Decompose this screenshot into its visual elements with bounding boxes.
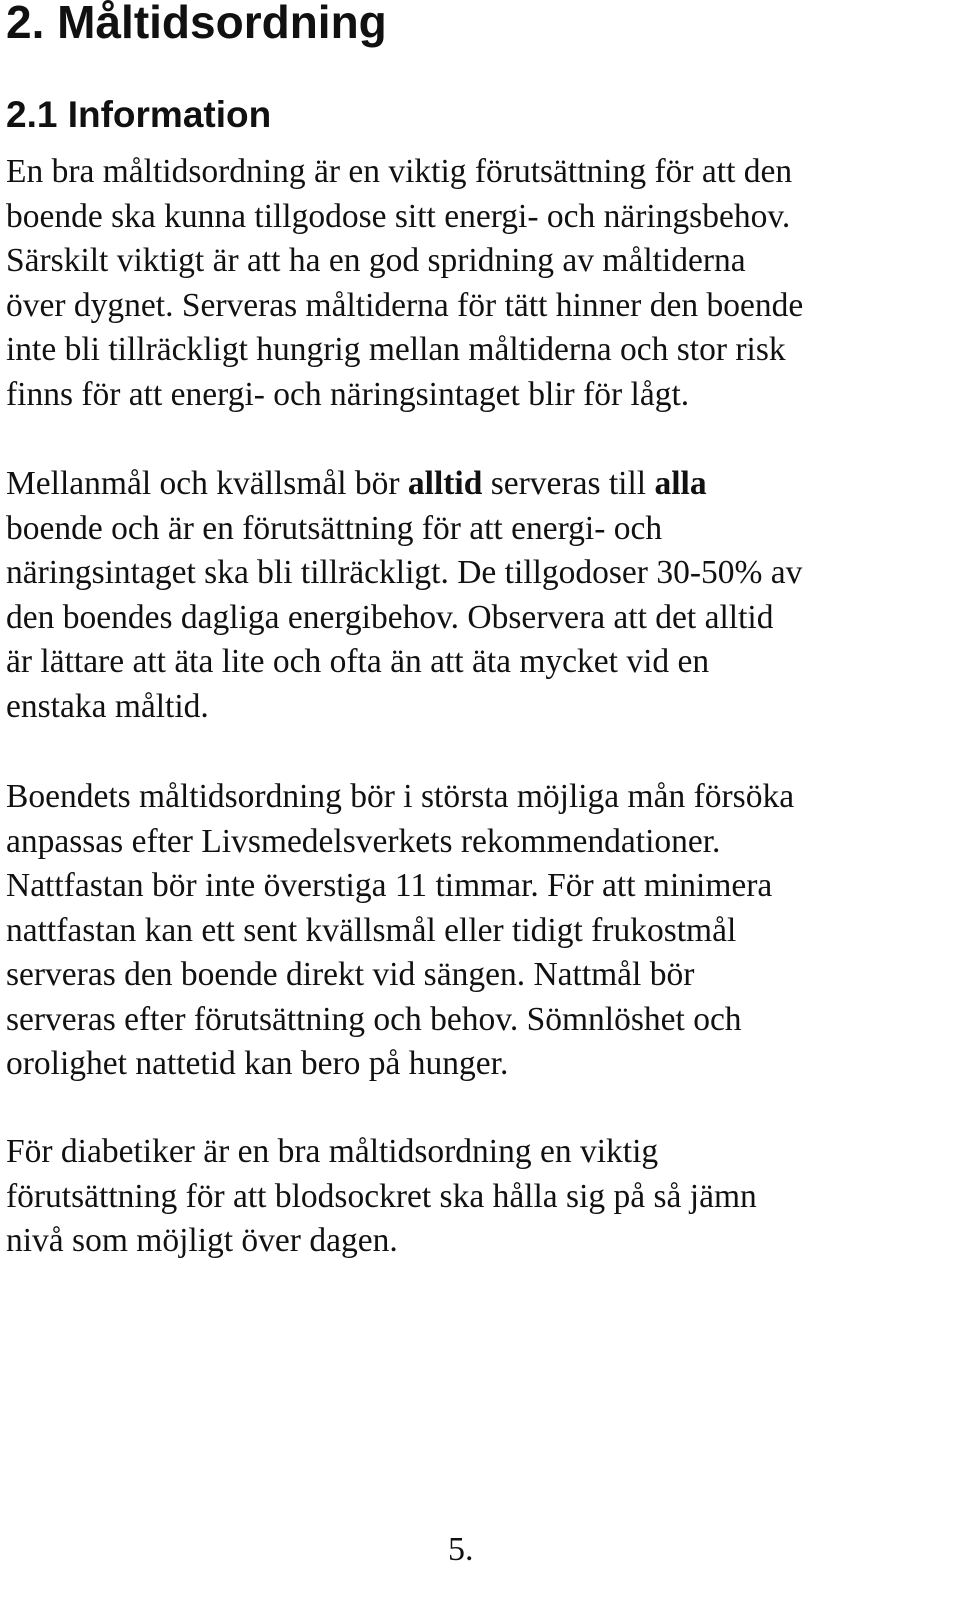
text-line: näringsintaget ska bli tillräckligt. De tillgodoser 30-50% av [6,554,803,591]
text-line: nivå som möjligt över dagen. [6,1222,398,1259]
text-line: finns för att energi- och näringsintaget blir för lågt. [6,375,690,413]
text-line: Nattfastan bör inte överstiga 11 timmar. För att minimera [6,867,773,904]
paragraph-meal-schedule [6,150,951,417]
text-line: nattfastan kan ett sent kvällsmål eller tidigt frukostmål [6,911,737,949]
text-line: över dygnet. Serveras måltiderna för tätt hinner den boende [6,286,804,324]
text-line: anpassas efter Livsmedelsverkets rekommendationer. [6,822,721,860]
text-line: boende och är en förutsättning för att energi- och [6,509,663,547]
emphasis-always: alltid [407,465,483,502]
chapter-heading: 2. Måltidsordning [6,0,387,48]
text-line: serveras efter förutsättning och behov. Sömnlöshet och [6,1000,742,1038]
text-line: boende ska kunna tillgodose sitt energi- och näringsbehov. [6,197,791,235]
text-line: inte bli tillräckligt hungrig mellan måltiderna och stor risk [6,331,786,368]
text-run: Mellanmål och kvällsmål bör [6,465,408,502]
text-line: enstaka måltid. [6,687,209,725]
text-line: den boendes dagliga energibehov. Observera att det alltid [6,598,774,636]
paragraph-night-fast [6,775,951,1087]
text-line: är lättare att äta lite och ofta än att äta mycket vid en [6,643,710,680]
text-line: En bra måltidsordning är en viktig förutsättning för att den [6,153,793,190]
text-line [6,462,951,507]
text-line: Särskilt viktigt är att ha en god spridning av måltiderna [6,242,746,279]
section-heading: 2.1 Information [6,94,272,135]
text-line: förutsättning för att blodsockret ska hålla sig på så jämn [6,1177,757,1215]
text-run: serveras till [482,465,655,502]
page-number: 5. [448,1531,474,1568]
text-line: För diabetiker är en bra måltidsordning en viktig [6,1133,659,1170]
text-line: orolighet nattetid kan bero på hunger. [6,1045,509,1082]
text-line: serveras den boende direkt vid sängen. Nattmål bör [6,956,695,993]
emphasis-all: alla [654,465,707,502]
paragraph-snacks [6,462,951,729]
text-line: Boendets måltidsordning bör i största möjliga mån försöka [6,778,795,815]
paragraph-diabetes [6,1130,951,1264]
